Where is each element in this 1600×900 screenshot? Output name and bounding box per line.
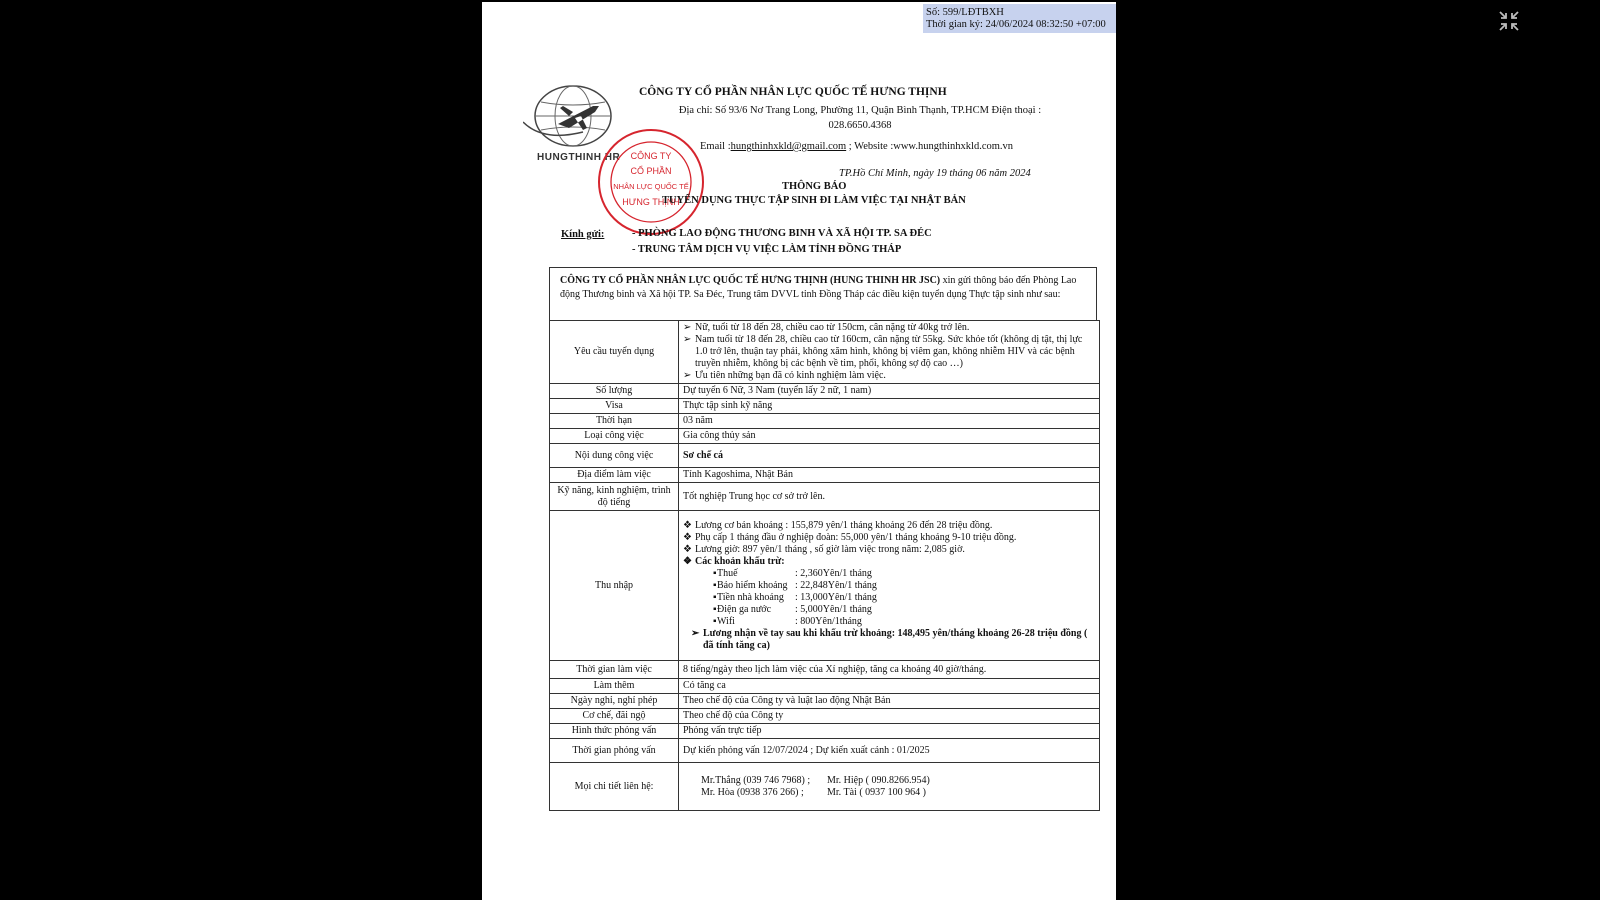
company-address: Địa chỉ: Số 93/6 Nơ Trang Long, Phường 11, Quận Bình Thạnh, TP.HCM Điện thoại : 028.6650.4368 [678, 105, 1042, 131]
email-label: Email : [700, 141, 731, 152]
arrow-icon: ➢ [683, 334, 692, 345]
deduction-item: ▪ Tiền nhà khoảng : 13,000Yên/1 tháng [713, 591, 877, 603]
logo-text: HUNGTHINH HR [537, 152, 621, 163]
table-row [550, 739, 1100, 763]
table-row [550, 384, 1100, 399]
notice-subtitle: TUYỂN DỤNG THỰC TẬP SINH ĐI LÀM VIỆC TẠI NHẬT BẢN [662, 195, 966, 206]
intro-text: xin gửi thông báo đến Phòng Lao động Thương binh và Xã hội TP. Sa Đéc, Trung tâm DVVL tỉnh Đồng Tháp các điều kiện tuyển dụng Thực tập sinh như sau: [560, 275, 1077, 300]
intro-paragraph [549, 267, 1097, 320]
diamond-bullet-icon: ❖ [683, 555, 692, 567]
recipients-label: Kính gửi: [561, 229, 605, 240]
table-row [550, 694, 1100, 709]
square-bullet-icon: ▪ [713, 579, 717, 591]
list-item: ❖ Lương cơ bản khoảng : 155,879 yên/1 tháng khoảng 26 đến 28 triệu đồng. [683, 519, 993, 531]
row-label: Loại công việc [550, 429, 679, 444]
row-value: Tốt nghiệp Trung học cơ sở trở lên. [679, 483, 1100, 511]
square-bullet-icon: ▪ [713, 603, 717, 615]
table-row [550, 661, 1100, 679]
digital-signature-box [923, 4, 1116, 33]
table-row [550, 679, 1100, 694]
deduction-item: ▪ Wifi : 800Yên/1tháng [713, 615, 862, 627]
row-label: Địa điểm làm việc [550, 468, 679, 483]
svg-text:HƯNG THỊNH: HƯNG THỊNH [622, 197, 680, 207]
row-label: Thu nhập [550, 511, 679, 661]
row-value: 8 tiếng/ngày theo lịch làm việc của Xí nghiệp, tăng ca khoảng 40 giờ/tháng. [679, 661, 1100, 679]
contact-row: Mr. Hòa (0938 376 266) ; Mr. Tài ( 0937 100 964 ) [701, 786, 926, 798]
row-label: Mọi chi tiết liên hệ: [550, 763, 679, 811]
intro-company: CÔNG TY CỔ PHẦN NHÂN LỰC QUỐC TẾ HƯNG THỊNH (HUNG THINH HR JSC) [560, 275, 941, 286]
table-row [550, 429, 1100, 444]
table-row [550, 414, 1100, 429]
deduction-item: ▪ Điện ga nước : 5,000Yên/1 tháng [713, 603, 872, 615]
row-value: Có tăng ca [679, 679, 1100, 694]
row-label: Hình thức phỏng vấn [550, 724, 679, 739]
company-name: CÔNG TY CỔ PHẦN NHÂN LỰC QUỐC TẾ HƯNG THỊNH [639, 86, 947, 98]
arrow-icon: ➢ [683, 322, 692, 333]
arrow-icon: ➢ [691, 627, 700, 639]
date-line: TP.Hồ Chí Minh, ngày 19 tháng 06 năm 2024 [839, 168, 1031, 179]
email-link[interactable]: hungthinhxkld@gmail.com [730, 141, 847, 152]
diamond-bullet-icon: ❖ [683, 519, 692, 531]
exit-fullscreen-icon[interactable] [1498, 10, 1520, 32]
list-item: ❖ Phụ cấp 1 tháng đầu ở nghiệp đoàn: 55,000 yên/1 tháng khoảng 9-10 triệu đồng. [683, 531, 1017, 543]
row-value [679, 763, 1100, 811]
recipient-item: - TRUNG TÂM DỊCH VỤ VIỆC LÀM TỈNH ĐỒNG THÁP [632, 244, 902, 255]
row-value: Theo chế độ của Công ty và luật lao động Nhật Bản [679, 694, 1100, 709]
row-label: Ngày nghỉ, nghỉ phép [550, 694, 679, 709]
row-value: Gia công thủy sản [679, 429, 1100, 444]
row-value: 03 năm [679, 414, 1100, 429]
row-value: Thực tập sinh kỹ năng [679, 399, 1100, 414]
website-text: ; Website :www.hungthinhxkld.com.vn [848, 141, 1014, 152]
row-label: Thời gian làm việc [550, 661, 679, 679]
row-label: Yêu cầu tuyển dụng [550, 321, 679, 384]
row-label: Visa [550, 399, 679, 414]
diamond-bullet-icon: ❖ [683, 531, 692, 543]
net-salary: ➢ Lương nhận về tay sau khi khấu trừ khoảng: 148,495 yên/tháng khoảng 26-28 triệu đồng ( đã tính tăng ca) [691, 627, 1088, 651]
deduction-item: ▪ Bảo hiểm khoảng : 22,848Yên/1 tháng [713, 579, 877, 591]
table-row [550, 511, 1100, 661]
company-contact [700, 141, 1013, 152]
square-bullet-icon: ▪ [713, 615, 717, 627]
row-label: Thời gian phỏng vấn [550, 739, 679, 763]
row-value: Phỏng vấn trực tiếp [679, 724, 1100, 739]
table-row [550, 468, 1100, 483]
table-row [550, 399, 1100, 414]
table-row [550, 483, 1100, 511]
row-value: Dự tuyển 6 Nữ, 3 Nam (tuyển lấy 2 nữ, 1 nam) [679, 384, 1100, 399]
svg-text:CỔ PHẦN: CỔ PHẦN [630, 166, 672, 176]
row-label: Làm thêm [550, 679, 679, 694]
list-item: ❖ Các khoản khấu trừ: [683, 555, 785, 567]
signature-time: Thời gian ký: 24/06/2024 08:32:50 +07:00 [926, 19, 1106, 30]
table-row [550, 321, 1100, 384]
svg-text:NHÂN LỰC QUỐC TẾ: NHÂN LỰC QUỐC TẾ [613, 182, 689, 191]
notice-title: THÔNG BÁO [782, 181, 847, 192]
list-item: ❖ Lương giờ: 897 yên/1 tháng , số giờ làm việc trong năm: 2,085 giờ. [683, 543, 965, 555]
table-row [550, 444, 1100, 468]
row-value: Tỉnh Kagoshima, Nhật Bản [679, 468, 1100, 483]
row-value: Sơ chế cá [679, 444, 1100, 468]
signature-number: Số: 599/LĐTBXH [926, 7, 1004, 18]
row-label: Kỹ năng, kinh nghiệm, trình độ tiếng [550, 483, 679, 511]
recruitment-table [549, 320, 1100, 811]
deduction-item: ▪ Thuế : 2,360Yên/1 tháng [713, 567, 872, 579]
table-row [550, 709, 1100, 724]
diamond-bullet-icon: ❖ [683, 543, 692, 555]
company-stamp [596, 127, 706, 237]
square-bullet-icon: ▪ [713, 591, 717, 603]
row-value [679, 511, 1100, 661]
list-item: ➢ Ưu tiên những bạn đã có kinh nghiệm làm việc. [683, 370, 886, 381]
row-value [679, 321, 1100, 384]
row-label: Số lượng [550, 384, 679, 399]
row-label: Nội dung công việc [550, 444, 679, 468]
svg-text:CÔNG TY: CÔNG TY [630, 151, 672, 161]
contact-row: Mr.Thắng (039 746 7968) ; Mr. Hiệp ( 090.8266.954) [701, 774, 930, 786]
row-value: Dự kiến phỏng vấn 12/07/2024 ; Dự kiến xuất cảnh : 01/2025 [679, 739, 1100, 763]
table-row [550, 763, 1100, 811]
row-value: Theo chế độ của Công ty [679, 709, 1100, 724]
square-bullet-icon: ▪ [713, 567, 717, 579]
row-label: Cơ chế, đãi ngộ [550, 709, 679, 724]
list-item: ➢ Nữ, tuổi từ 18 đến 28, chiều cao từ 150cm, cân nặng từ 40kg trở lên. [683, 322, 970, 333]
arrow-icon: ➢ [683, 370, 692, 381]
list-item: ➢ Nam tuổi từ 18 đến 28, chiều cao từ 160cm, cân nặng từ 55kg. Sức khỏe tốt (không dị tật, thị lực 1.0 trở lên, thuận tay phải, không xăm hình, không bị viêm gan, không nhiễm HIV và các bệnh truyền nhiễm, không bị các bệnh về tim, phổi, không sợ độ cao …) [683, 334, 1083, 369]
row-label: Thời hạn [550, 414, 679, 429]
table-row [550, 724, 1100, 739]
recipient-item: - PHÒNG LAO ĐỘNG THƯƠNG BINH VÀ XÃ HỘI TP. SA ĐÉC [632, 228, 932, 239]
